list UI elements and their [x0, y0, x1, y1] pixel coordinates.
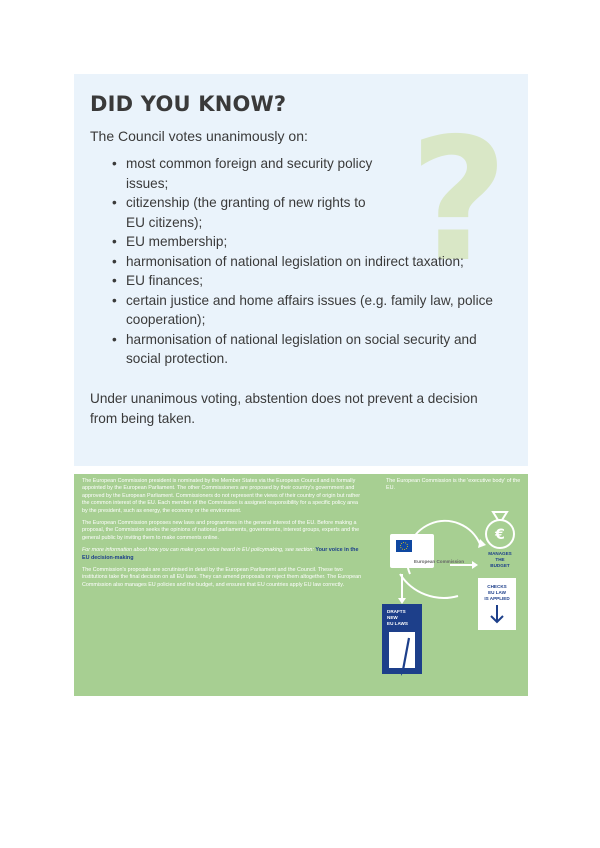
did-you-know-intro: The Council votes unanimously on: [90, 128, 308, 144]
budget-label-line: MANAGES [488, 551, 512, 556]
building-label: European Commission [414, 559, 465, 564]
budget-label-line: BUDGET [490, 563, 510, 568]
commission-paragraph: The European Commission proposes new laws and programmes in the general interest of the EU. Before making a proposal, the Commission seeks the opinions of national parliaments, governments, interest groups, experts and the general public by inviting them to make comments online. [82, 520, 360, 541]
checks-law-card [478, 578, 516, 630]
checks-label-line: IS APPLIED [484, 596, 510, 601]
more-info-text: For more information about how you can make your voice heard in EU policymaking, see section: [82, 547, 314, 554]
drafts-label-line: EU LAWS [387, 621, 408, 626]
list-item: • harmonisation of national legislation on social security and social protection. [112, 330, 512, 369]
checks-label-line: CHECKS [487, 584, 507, 589]
money-bag-icon [486, 512, 514, 548]
list-item: • EU finances; [112, 271, 512, 291]
document-icon [389, 632, 415, 668]
list-item: • harmonisation of national legislation on indirect taxation; [112, 252, 512, 272]
commission-roles-diagram [380, 492, 525, 692]
unanimous-vote-list [90, 154, 512, 369]
drafts-label-line: DRAFTS [387, 609, 406, 614]
flow-arc-bottom [400, 574, 458, 598]
arrow-head-icon [398, 598, 406, 604]
commission-info-panel [74, 474, 528, 696]
question-mark-icon: ? [409, 102, 508, 300]
list-item: • most common foreign and security policy issues; [112, 154, 388, 193]
commission-paragraph: The Commission's proposals are scrutinised in detail by the European Parliament and the Council. These two institutions take the final decision on all EU laws. They can amend proposals or reject them altogether. The European Commission also manages EU policies and the budget, and ensures that EU countries apply EU law correctly. [82, 567, 362, 588]
checks-label-line: EU LAW [488, 590, 506, 595]
more-info-paragraph [82, 547, 364, 562]
euro-symbol: € [495, 527, 505, 543]
list-item: • EU membership; [112, 232, 512, 252]
drafts-label-line: NEW [387, 615, 398, 620]
list-item: • certain justice and home affairs issues (e.g. family law, police cooperation); [112, 291, 512, 330]
diagram-caption: The European Commission is the 'executive body' of the EU. [386, 478, 521, 492]
commission-building-icon [390, 534, 464, 568]
list-item: • citizenship (the granting of new rights to EU citizens); [112, 193, 388, 232]
did-you-know-outro: Under unanimous voting, abstention does not prevent a decision from being taken. [90, 390, 478, 426]
decision-making-link[interactable]: Your voice in the EU decision-making [82, 547, 359, 561]
did-you-know-box [74, 74, 528, 466]
drafts-laws-card [382, 604, 422, 676]
arrow-head-icon [472, 561, 478, 569]
commission-paragraph: The European Commission president is nominated by the Member States via the European Council and is formally appointed by the European Parliament. The other Commissioners are proposed by their country's government and approved by the European Parliament. Commissioners do not represent the views of their country of origin but rather the common interest of the EU. Each member of the Commission is assigned responsibility for a specific policy area by the president, such as energy, the economy or the environment. [82, 478, 361, 514]
budget-label-line: THE [495, 557, 505, 562]
commission-text-column [82, 478, 364, 594]
did-you-know-title: DID YOU KNOW? [90, 92, 287, 116]
